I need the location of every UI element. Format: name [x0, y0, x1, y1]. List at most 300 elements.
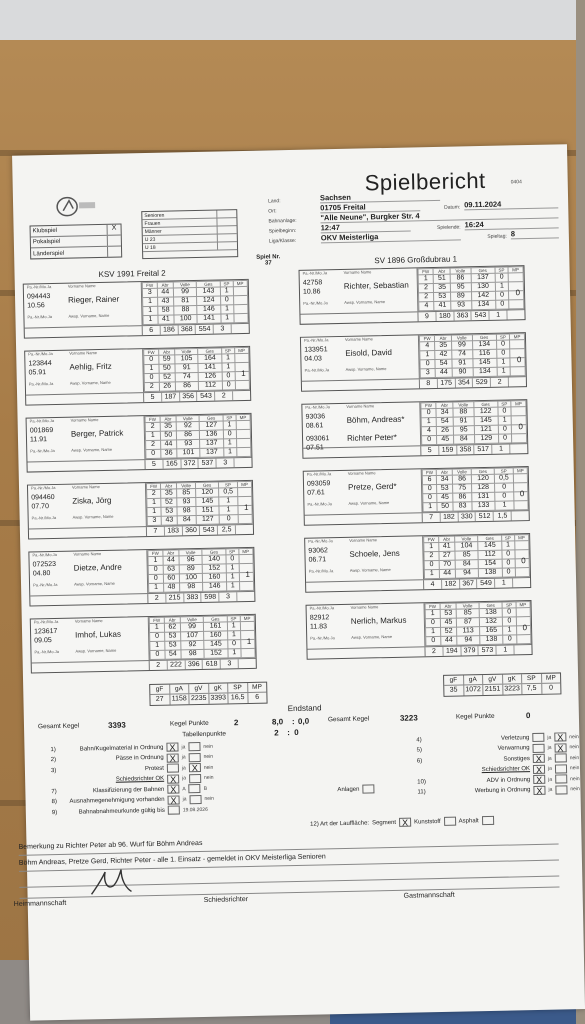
match-point: 0	[519, 489, 525, 499]
awsp-label: Awsp. Vorname, Name	[349, 566, 391, 573]
sum-cell: 537	[199, 459, 217, 468]
totals-cell: 7,5	[522, 684, 542, 694]
col-header: MP	[236, 414, 250, 420]
score-cell: 1	[223, 439, 236, 448]
check-label: Sonstiges	[503, 755, 530, 763]
col-header: Abr	[435, 335, 452, 341]
ersatz-label: Pa.-Nr./Mo.Ja	[31, 514, 57, 521]
score-cell: 145	[474, 416, 498, 426]
score-cell: 0	[423, 493, 437, 502]
score-cell: 2	[419, 293, 434, 302]
sum-cell: 187	[162, 392, 180, 401]
col-header: Ges	[471, 267, 495, 274]
score-cell: 1	[228, 649, 241, 658]
pass-date: 05.91	[28, 369, 47, 377]
col-header: MP	[516, 602, 531, 608]
col-header: Volle	[176, 483, 195, 489]
col-header: Abr	[158, 349, 174, 355]
sum-cell: 183	[165, 526, 183, 535]
score-cell: 2	[424, 551, 439, 560]
score-cell: 35	[160, 422, 176, 431]
anlagen-checkbox[interactable]	[362, 784, 374, 793]
sum-cell: 5	[145, 460, 163, 469]
score-cell: 1	[220, 287, 233, 296]
game-type-label: Länderspiel	[33, 250, 65, 257]
score-cell: 4	[420, 341, 435, 350]
pass-id: 094443	[26, 293, 51, 301]
player-block	[28, 547, 255, 607]
col-header: Volle	[452, 469, 471, 475]
score-cell: 6	[422, 475, 436, 484]
check-box-ja[interactable]	[532, 743, 544, 752]
check-box-ja[interactable]: X	[533, 764, 545, 773]
player-block	[299, 265, 526, 325]
sum-cell	[232, 324, 249, 333]
check-box-nein[interactable]	[555, 764, 567, 773]
score-cell: 1	[144, 364, 159, 373]
score-cell: 0,5	[218, 488, 237, 497]
score-cell: 86	[175, 381, 199, 390]
name-label: Vorname Name	[349, 537, 378, 543]
check-box-nein[interactable]	[189, 784, 201, 793]
pass-date: 07.70	[31, 503, 50, 511]
pass-label: Pa.-Nr./Mo.Ja	[30, 484, 56, 491]
player-info	[307, 603, 426, 648]
sig-gast: Gastmannschaft	[403, 891, 455, 900]
wall	[0, 0, 576, 40]
score-row	[147, 514, 252, 525]
score-cell: 100	[179, 573, 203, 582]
lauf-row	[310, 816, 494, 829]
score-cell: 41	[434, 301, 451, 310]
score-cell: 129	[474, 434, 498, 444]
score-cell: 92	[176, 421, 200, 430]
score-cell: 0,5	[494, 474, 513, 483]
score-cell: 152	[203, 564, 227, 573]
kunststoff-label: Kunststoff	[413, 818, 441, 826]
sum-cell: 7	[423, 513, 441, 522]
check-label: Werbung in Ordnung	[474, 787, 531, 795]
game-type-checkbox[interactable]: X	[107, 225, 121, 235]
check-box-ja[interactable]: X	[533, 785, 545, 794]
col-header: SP	[495, 267, 508, 273]
score-grid	[142, 280, 249, 325]
score-cell: 137	[200, 439, 224, 448]
score-grid	[420, 400, 527, 445]
pass-id: 094460	[31, 493, 55, 502]
mp-cell	[511, 407, 526, 416]
sum-cell: 383	[184, 593, 202, 602]
score-cell: 146	[197, 305, 221, 314]
score-cell: 43	[157, 297, 173, 306]
sum-cell: 5	[421, 446, 439, 455]
sum-cell: 360	[183, 526, 201, 535]
category-checkbox[interactable]	[217, 242, 237, 249]
score-grid	[423, 534, 530, 579]
check-box-ja[interactable]: X	[166, 742, 178, 751]
sum-cell: 396	[185, 660, 203, 669]
pass-date: 08.61	[305, 422, 324, 430]
check-box-ja[interactable]	[167, 763, 179, 772]
check-ja-label: ja	[181, 743, 186, 750]
pass-id: 072523	[32, 560, 57, 569]
check-ja-label: ja	[181, 764, 186, 771]
score-cell: 53	[434, 292, 451, 301]
game-type-label: Pokalspiel	[32, 238, 61, 246]
mp-cell	[239, 554, 253, 563]
player-block	[301, 399, 528, 459]
score-cell: 107	[181, 631, 205, 640]
score-cell: 1	[497, 358, 511, 367]
pass-number	[308, 546, 328, 564]
game-type-checkbox[interactable]	[107, 236, 121, 246]
check-box-nein[interactable]: X	[189, 763, 201, 772]
score-cell: 0	[226, 555, 239, 564]
sub-player-name: Richter Peter*	[346, 432, 397, 443]
pass-date: 04.03	[304, 355, 322, 363]
col-header: SP	[221, 348, 234, 354]
score-cell: 0	[498, 425, 512, 434]
score-cell: 138	[479, 608, 503, 617]
category-checkbox[interactable]	[217, 226, 237, 233]
ersatz-label: Pa.-Nr./Mo.Ja	[308, 568, 334, 574]
score-cell: 0	[495, 492, 514, 501]
score-cell: 0	[150, 650, 165, 659]
pass-number	[310, 613, 330, 631]
name-label: Vorname Name	[343, 269, 372, 275]
score-cell: 1	[226, 582, 239, 591]
check-number: 4)	[416, 736, 422, 743]
score-cell: 1	[421, 417, 436, 426]
col-header: Ges	[204, 616, 228, 622]
col-header: MP	[508, 267, 523, 273]
col-header: SP	[496, 334, 509, 340]
game-type-checkbox[interactable]	[107, 247, 121, 258]
totals-header-cell: gA	[464, 675, 484, 684]
pass-number	[28, 359, 52, 377]
name-label: Vorname Name	[350, 604, 379, 610]
sum-cell	[515, 645, 532, 654]
score-cell: 0	[502, 550, 515, 559]
pass-label: Pa.-Nr./Mo.Ja	[305, 404, 330, 410]
score-cell: 1	[498, 416, 512, 425]
check-box-ja[interactable]: X	[167, 774, 179, 783]
col-header: MP	[234, 347, 248, 353]
check-box-ja[interactable]: X	[167, 795, 179, 804]
ersatz-label: Pa.-Nr./Mo.Ja	[34, 648, 59, 655]
score-cell: 1	[221, 314, 234, 323]
sig-heim: Heimmannschaft	[13, 899, 67, 908]
check-ja-label: ja	[547, 765, 552, 772]
score-cell: 62	[164, 623, 180, 632]
score-cell: 1	[495, 501, 514, 510]
player-block-top	[28, 481, 253, 530]
sub-pass-number	[306, 434, 330, 452]
score-cell: 3	[147, 516, 161, 525]
player-block-top	[31, 615, 256, 664]
score-row	[143, 313, 248, 324]
score-cell: 94	[455, 569, 479, 578]
col-header: SP	[223, 415, 236, 421]
sum-cell: 2	[215, 391, 233, 400]
mp-cell	[509, 300, 524, 309]
mp-cell	[236, 438, 250, 447]
col-header: Abr	[164, 617, 180, 623]
sum-pad	[27, 460, 145, 471]
score-cell: 152	[204, 649, 228, 658]
check-label: Bahn/Kugelmaterial in Ordnung	[79, 744, 164, 753]
score-row	[149, 581, 254, 592]
check-number: 8)	[51, 799, 58, 806]
score-row	[144, 380, 249, 391]
check-box-ja[interactable]: X	[167, 784, 179, 793]
name-label: Vorname Name	[69, 350, 98, 356]
totals-header-cell: gA	[170, 684, 190, 693]
col-header: SP	[220, 281, 233, 287]
player-name: Aehlig, Fritz	[69, 361, 112, 372]
score-cell: 52	[161, 498, 177, 507]
score-cell: 41	[158, 315, 174, 324]
check-box-nein[interactable]	[555, 753, 567, 762]
score-cell: 3	[420, 368, 435, 377]
remark-1: Bemerkung zu Richter Peter ab 96. Wurf für Böhm Andreas	[18, 839, 203, 851]
awsp-label: Awsp. Vorname, Name	[68, 312, 110, 319]
score-cell: 0	[144, 373, 159, 382]
check-box-nein[interactable]: X	[554, 732, 566, 741]
land-value: Sachsen	[320, 191, 440, 204]
score-cell: 0	[503, 608, 516, 617]
score-cell: 1	[147, 498, 161, 507]
totals-header-cell: gF	[444, 675, 464, 684]
match-point: 1	[241, 368, 246, 379]
pass-number	[306, 412, 326, 430]
score-cell: 42	[435, 350, 452, 359]
score-cell: 89	[451, 292, 472, 301]
sum-cell: 543	[472, 311, 490, 320]
col-header: Volle	[450, 268, 471, 274]
col-header: Abr	[163, 550, 179, 556]
pass-date: 11.83	[309, 623, 328, 631]
check-box-nein[interactable]	[189, 794, 201, 803]
punkte-sep: :	[291, 717, 295, 727]
check-box-nein[interactable]	[189, 773, 201, 782]
category-checkbox[interactable]	[216, 210, 236, 217]
score-cell: 91	[452, 359, 473, 368]
check-box-ja[interactable]: X	[167, 753, 179, 762]
check-nein-label: nein	[570, 786, 580, 793]
check-box-nein[interactable]	[555, 774, 567, 783]
check-box-ja[interactable]: X	[533, 754, 545, 763]
score-cell: 26	[159, 382, 175, 391]
score-cell: 1	[220, 305, 233, 314]
player-name: Pretze, Gerd*	[347, 481, 397, 492]
match-point: 0	[516, 355, 522, 365]
check-ja-label: ja	[182, 796, 187, 803]
col-header: Volle	[456, 603, 479, 609]
pass-label: Pa.-Nr./Mo.Ja	[33, 618, 59, 625]
sum-cell: 379	[461, 646, 479, 655]
sum-cell: 182	[442, 580, 460, 589]
mp-cell	[234, 353, 248, 362]
player-name: Ziska, Jörg	[72, 495, 112, 506]
asphalt-checkbox[interactable]	[482, 816, 494, 825]
player-info	[31, 617, 150, 662]
mp-cell	[240, 621, 254, 630]
away-gesamt-label: Gesamt Kegel	[327, 715, 370, 724]
score-cell: 130	[471, 282, 495, 292]
mp-cell	[234, 313, 248, 322]
pass-number	[30, 426, 54, 444]
mp-cell	[238, 514, 252, 523]
pass-number	[34, 627, 58, 645]
mp-cell	[241, 648, 255, 657]
sum-cell: 2	[148, 594, 166, 603]
sum-cell: 186	[160, 325, 178, 334]
score-cell: 0	[503, 617, 516, 626]
score-cell: 0	[222, 372, 235, 381]
col-header: FW	[421, 402, 436, 408]
check-row	[417, 785, 580, 797]
totals-header-cell: gK	[503, 674, 523, 683]
land-label: Land:	[268, 198, 281, 205]
score-cell: 85	[455, 551, 479, 560]
score-table	[423, 534, 530, 579]
sum-cell: 554	[196, 325, 214, 334]
score-cell: 0	[148, 574, 163, 583]
score-cell: 122	[474, 407, 498, 417]
score-cell: 1	[227, 622, 240, 631]
score-cell: 160	[204, 631, 228, 640]
spielende-label: Spielende:	[436, 224, 461, 231]
check-box-ja[interactable]: X	[533, 775, 545, 784]
sum-cell: 356	[180, 392, 198, 401]
player-info	[300, 268, 419, 313]
sum-pad	[306, 580, 424, 591]
sum-cell: 2	[425, 647, 443, 656]
mp-cell	[239, 581, 253, 590]
player-info	[24, 282, 143, 327]
check-box-nein[interactable]	[555, 785, 567, 794]
col-header: MP	[510, 334, 525, 340]
player-block-top	[300, 266, 525, 315]
pass-id: 133951	[304, 346, 328, 354]
awsp-label: Awsp. Vorname, Name	[348, 499, 390, 506]
check-box-nein[interactable]	[189, 752, 201, 761]
score-cell: 1	[149, 583, 164, 592]
score-cell: 0	[146, 449, 161, 458]
score-cell: 0	[227, 640, 240, 649]
score-cell: 52	[159, 373, 175, 382]
col-header: Volle	[173, 281, 197, 287]
score-cell: 85	[177, 489, 196, 498]
col-header: FW	[144, 349, 159, 355]
score-cell: 0	[150, 632, 165, 641]
sum-cell: 354	[455, 378, 473, 387]
pass-label: Pa.-Nr./Mo.Ja	[29, 417, 55, 424]
score-row	[426, 635, 531, 646]
check-nein-label: nein	[203, 774, 214, 781]
score-cell: 52	[440, 627, 457, 636]
score-cell: 96	[179, 555, 203, 564]
score-cell: 0	[503, 635, 516, 644]
anlagen-label: Anlagen	[337, 786, 360, 793]
col-header: SP	[227, 616, 240, 622]
score-cell: 1	[226, 564, 239, 573]
sum-cell: 6	[143, 326, 161, 335]
home-totals	[149, 682, 267, 706]
score-cell: 3	[142, 288, 157, 297]
ersatz-label: Pa.-Nr./Mo.Ja	[304, 367, 330, 373]
player-info	[27, 416, 146, 461]
player-block-top	[25, 347, 250, 396]
player-name: Eisold, David	[345, 347, 393, 358]
score-cell: 137	[471, 273, 495, 283]
score-row	[422, 434, 527, 445]
check-box-nein[interactable]	[188, 742, 200, 751]
score-cell: 93	[177, 498, 196, 507]
score-cell: 44	[157, 288, 173, 297]
sum-cell: 1	[495, 578, 513, 587]
score-cell: 34	[436, 408, 453, 417]
totals-header-cell: MP	[252, 683, 262, 691]
home-gesamt-label: Gesamt Kegel	[37, 722, 80, 731]
score-table	[425, 601, 532, 646]
score-cell: 50	[437, 502, 453, 511]
score-cell: 45	[437, 493, 453, 502]
segment-checkbox[interactable]: X	[399, 818, 411, 827]
score-cell: 53	[437, 484, 453, 493]
score-cell: 0	[420, 359, 435, 368]
category-box	[141, 209, 238, 259]
col-header: Volle	[175, 348, 199, 354]
score-cell: 54	[435, 359, 452, 368]
score-row	[146, 447, 251, 458]
sum-pad	[307, 647, 425, 658]
check-nein-label: nein	[570, 775, 580, 782]
col-header: FW	[148, 550, 163, 556]
score-cell: 138	[479, 568, 503, 577]
sum-pad	[30, 594, 148, 605]
totals-header-cell: MP	[545, 674, 556, 682]
check-box-ja[interactable]	[168, 805, 180, 814]
sum-cell	[513, 578, 530, 587]
totals-header-cell: SP	[228, 683, 248, 692]
mp-cell	[233, 295, 247, 304]
kunststoff-checkbox[interactable]	[444, 817, 456, 826]
category-checkbox[interactable]	[217, 234, 237, 241]
score-cell: 63	[163, 565, 179, 574]
pass-date: 07.61	[307, 489, 325, 497]
sum-cell: 358	[457, 445, 475, 454]
name-label: Vorname Name	[74, 618, 103, 624]
col-header: FW	[142, 282, 157, 288]
score-cell: 0	[495, 300, 509, 309]
check-box-nein[interactable]: X	[554, 743, 566, 752]
score-cell: 84	[177, 516, 196, 525]
category-checkbox[interactable]	[216, 218, 236, 225]
sum-cell: 1	[497, 645, 515, 654]
sum-pad	[25, 326, 143, 337]
check-nein-label: nein	[203, 764, 214, 771]
score-cell: 136	[200, 430, 224, 439]
check-nein-label: nein	[569, 744, 579, 751]
awsp-label: Awsp. Vorname, Name	[345, 366, 387, 372]
score-cell: 132	[479, 617, 503, 626]
check-box-ja[interactable]	[532, 733, 544, 742]
score-table	[145, 414, 252, 459]
mp-cell	[236, 420, 250, 429]
score-cell: 91	[175, 363, 199, 372]
